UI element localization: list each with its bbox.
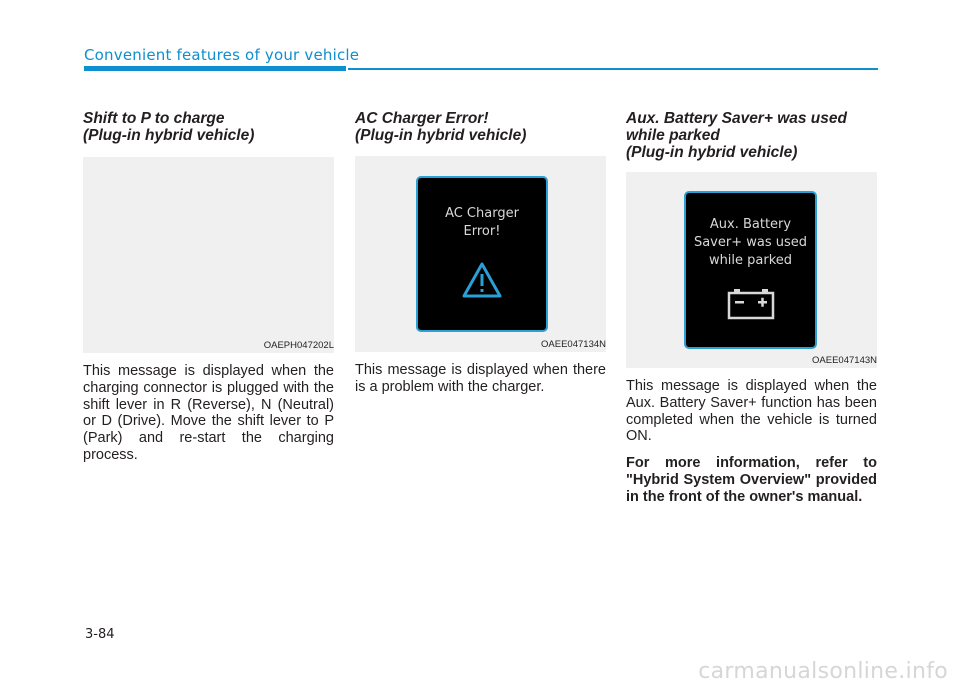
note-text-reference: For more information, refer to "Hybrid System Overview" provided in the front of the owner's manual.	[626, 455, 877, 505]
figure-code: OAEPH047202L	[263, 340, 334, 351]
column-ac-charger-error	[355, 110, 606, 396]
body-text-shift-to-p: This message is displayed when the charging connector is plugged with the shift lever in R (Reverse), N (Neutral) or D (Drive). Move the shift lever to P (Park) and re-start the charging process.	[83, 363, 334, 463]
section-header-bar	[84, 66, 346, 71]
figure-code: OAEE047143N	[812, 355, 877, 366]
display-message: Aux. Battery Saver+ was used while parked	[693, 217, 808, 268]
figure-shift-to-p	[83, 157, 334, 353]
heading-aux-battery-saver: Aux. Battery Saver+ was used while parked (Plug-in hybrid vehicle)	[626, 110, 847, 161]
watermark: carmanualsonline.info	[698, 659, 948, 684]
section-header-title: Convenient features of your vehicle	[84, 46, 360, 64]
page-number: 3-84	[85, 627, 115, 642]
heading-shift-to-p: Shift to P to charge (Plug-in hybrid vehicle)	[83, 110, 255, 144]
body-text-ac-charger-error: This message is displayed when there is a problem with the charger.	[355, 362, 606, 395]
display-message: AC Charger Error!	[445, 206, 519, 239]
cluster-display	[416, 176, 548, 332]
column-aux-battery-saver	[626, 110, 877, 506]
figure-code: OAEE047134N	[541, 339, 606, 350]
figure-aux-battery-saver	[626, 172, 877, 368]
cluster-display	[684, 191, 817, 349]
column-shift-to-p	[83, 110, 334, 464]
figure-ac-charger-error	[355, 156, 606, 352]
section-header-rule	[348, 68, 878, 70]
battery-icon	[726, 288, 776, 320]
warning-triangle-icon	[461, 261, 503, 299]
body-text-aux-battery-saver: This message is displayed when the Aux. Battery Saver+ function has been completed when the vehicle is turned ON.	[626, 378, 877, 445]
heading-ac-charger-error: AC Charger Error! (Plug-in hybrid vehicle)	[355, 110, 527, 144]
